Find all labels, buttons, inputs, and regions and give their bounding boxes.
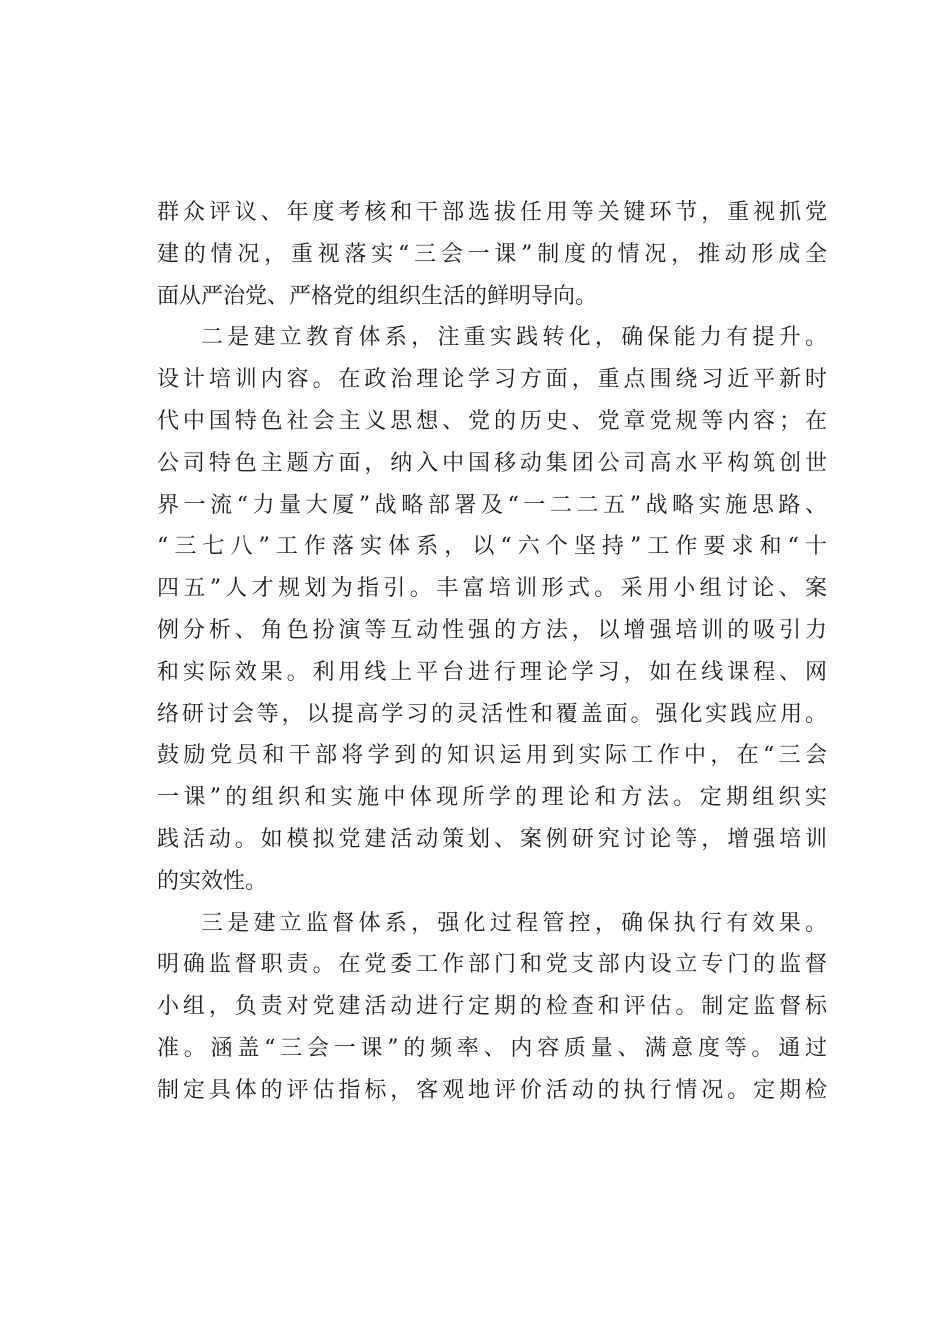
text-line: 制定具体的评估指标，客观地评价活动的执行情况。定期检 [157, 1077, 827, 1103]
text-line: “三七八”工作落实体系，以“六个坚持”工作要求和“十 [157, 534, 827, 560]
text-line: 鼓励党员和干部将学到的知识运用到实际工作中，在“三会 [157, 743, 827, 769]
text-line: 设计培训内容。在政治理论学习方面，重点围绕习近平新时 [157, 367, 827, 393]
paragraph-2 [157, 317, 827, 902]
text-line: 络研讨会等，以提高学习的灵活性和覆盖面。强化实践应用。 [157, 701, 827, 727]
text-line: 群众评议、年度考核和干部选拔任用等关键环节，重视抓党 [157, 200, 827, 225]
text-line: 的实效性。 [157, 868, 268, 894]
text-line: 明确监督职责。在党委工作部门和党支部内设立专门的监督 [157, 952, 827, 978]
text-line: 准。涵盖“三会一课”的频率、内容质量、满意度等。通过 [157, 1035, 827, 1061]
text-line: 公司特色主题方面，纳入中国移动集团公司高水平构筑创世 [157, 450, 827, 476]
text-line: 和实际效果。利用线上平台进行理论学习，如在线课程、网 [157, 659, 827, 685]
text-line: 面从严治党、严格党的组织生活的鲜明导向。 [157, 283, 598, 309]
paragraph-1 [157, 192, 827, 317]
text-line: 二是建立教育体系，注重实践转化，确保能力有提升。 [201, 325, 827, 351]
text-line: 例分析、角色扮演等互动性强的方法，以增强培训的吸引力 [157, 617, 827, 643]
text-line: 四五”人才规划为指引。丰富培训形式。采用小组讨论、案 [157, 576, 827, 602]
body-text [157, 192, 827, 1112]
text-line: 建的情况，重视落实“三会一课”制度的情况，推动形成全 [157, 241, 827, 267]
text-line: 小组，负责对党建活动进行定期的检查和评估。制定监督标 [157, 994, 827, 1020]
paragraph-3 [157, 903, 827, 1112]
text-line: 三是建立监督体系，强化过程管控，确保执行有效果。 [201, 910, 827, 936]
text-line: 界一流“力量大厦”战略部署及“一二二五”战略实施思路、 [157, 492, 827, 518]
text-line: 代中国特色社会主义思想、党的历史、党章党规等内容；在 [157, 408, 827, 434]
text-line: 践活动。如模拟党建活动策划、案例研究讨论等，增强培训 [157, 826, 827, 852]
text-line: 一课”的组织和实施中体现所学的理论和方法。定期组织实 [157, 785, 827, 811]
